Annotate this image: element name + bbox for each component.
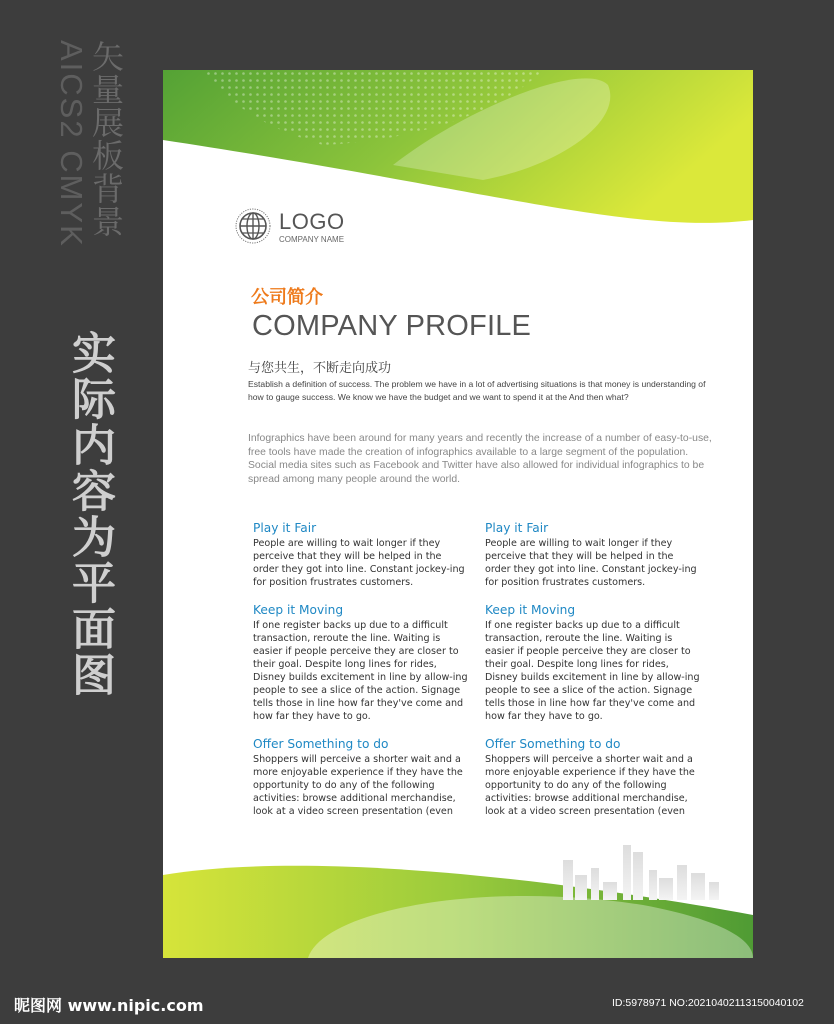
side-note: 实际内容为平面图 bbox=[64, 330, 115, 698]
side-title-en: AICS2 CMYK bbox=[54, 40, 89, 248]
section-body: Shoppers will perceive a shorter wait and a more enjoyable experience if they have the opportunity to do any of the following activities: browse additional merchandise, look at a video screen presentation (even bbox=[485, 754, 695, 817]
section bbox=[485, 521, 700, 589]
section-body: If one register backs up due to a difficult transaction, reroute the line. Waiting is easier if people perceive they are closer to their goal. Despite long lines for rides, Disney builds excitement in line by allow-ing people to see a slice of the action. Signage tells those in line how far they've come and how far they have to go. bbox=[253, 620, 468, 722]
watermark-site: 昵图网 www.nipic.com bbox=[14, 996, 204, 1015]
logo bbox=[234, 207, 384, 247]
side-title bbox=[50, 40, 140, 280]
logo-text: LOGO bbox=[279, 209, 345, 234]
intro-paragraph-2: Infographics have been around for many years and recently the increase of a number of easy-to-use, free tools have made the creation of infographics available to a large segment of the population. Social media sites such as Facebook and Twitter have also allowed for individual infographics to be spread among many people around the world. bbox=[248, 433, 712, 485]
heading-cn: 公司简介 bbox=[251, 287, 323, 308]
section-body: Shoppers will perceive a shorter wait and a more enjoyable experience if they have the opportunity to do any of the following activities: browse additional merchandise, look at a video screen presentation (even bbox=[253, 754, 463, 817]
section bbox=[253, 603, 468, 723]
logo-company-name: COMPANY NAME bbox=[279, 235, 345, 244]
section-title: Play it Fair bbox=[485, 521, 549, 535]
heading-en: COMPANY PROFILE bbox=[252, 310, 532, 342]
city-skyline bbox=[563, 845, 719, 900]
section bbox=[253, 521, 468, 589]
intro-paragraph-1: Establish a definition of success. The problem we have in a lot of advertising situations is that money is understanding of how to gauge success. We know we have the budget and we want to spend it at the And then what? bbox=[248, 379, 706, 402]
side-title-cn: 矢量展板背景 bbox=[87, 40, 125, 238]
globe-icon bbox=[234, 207, 272, 245]
section-title: Keep it Moving bbox=[485, 603, 576, 617]
section bbox=[485, 737, 700, 818]
section bbox=[253, 737, 468, 818]
section-title: Offer Something to do bbox=[485, 737, 621, 751]
section-title: Offer Something to do bbox=[253, 737, 389, 751]
column-left bbox=[253, 521, 468, 832]
poster bbox=[163, 70, 753, 958]
column-right bbox=[485, 521, 700, 832]
section-body: People are willing to wait longer if they perceive that they will be helped in the order they got into line. Constant jockey-ing for position frustrates customers. bbox=[253, 538, 465, 588]
section-title: Keep it Moving bbox=[253, 603, 344, 617]
watermark-id: ID:5978971 NO:20210402113150040102 bbox=[612, 997, 804, 1009]
section-title: Play it Fair bbox=[253, 521, 317, 535]
section-body: People are willing to wait longer if they perceive that they will be helped in the order they got into line. Constant jockey-ing for position frustrates customers. bbox=[485, 538, 697, 588]
section-body: If one register backs up due to a difficult transaction, reroute the line. Waiting is easier if people perceive they are closer to their goal. Despite long lines for rides, Disney builds excitement in line by allow-ing people to see a slice of the action. Signage tells those in line how far they've come and how far they have to go. bbox=[485, 620, 700, 722]
section bbox=[485, 603, 700, 723]
slogan: 与您共生，不断走向成功 bbox=[248, 361, 392, 376]
